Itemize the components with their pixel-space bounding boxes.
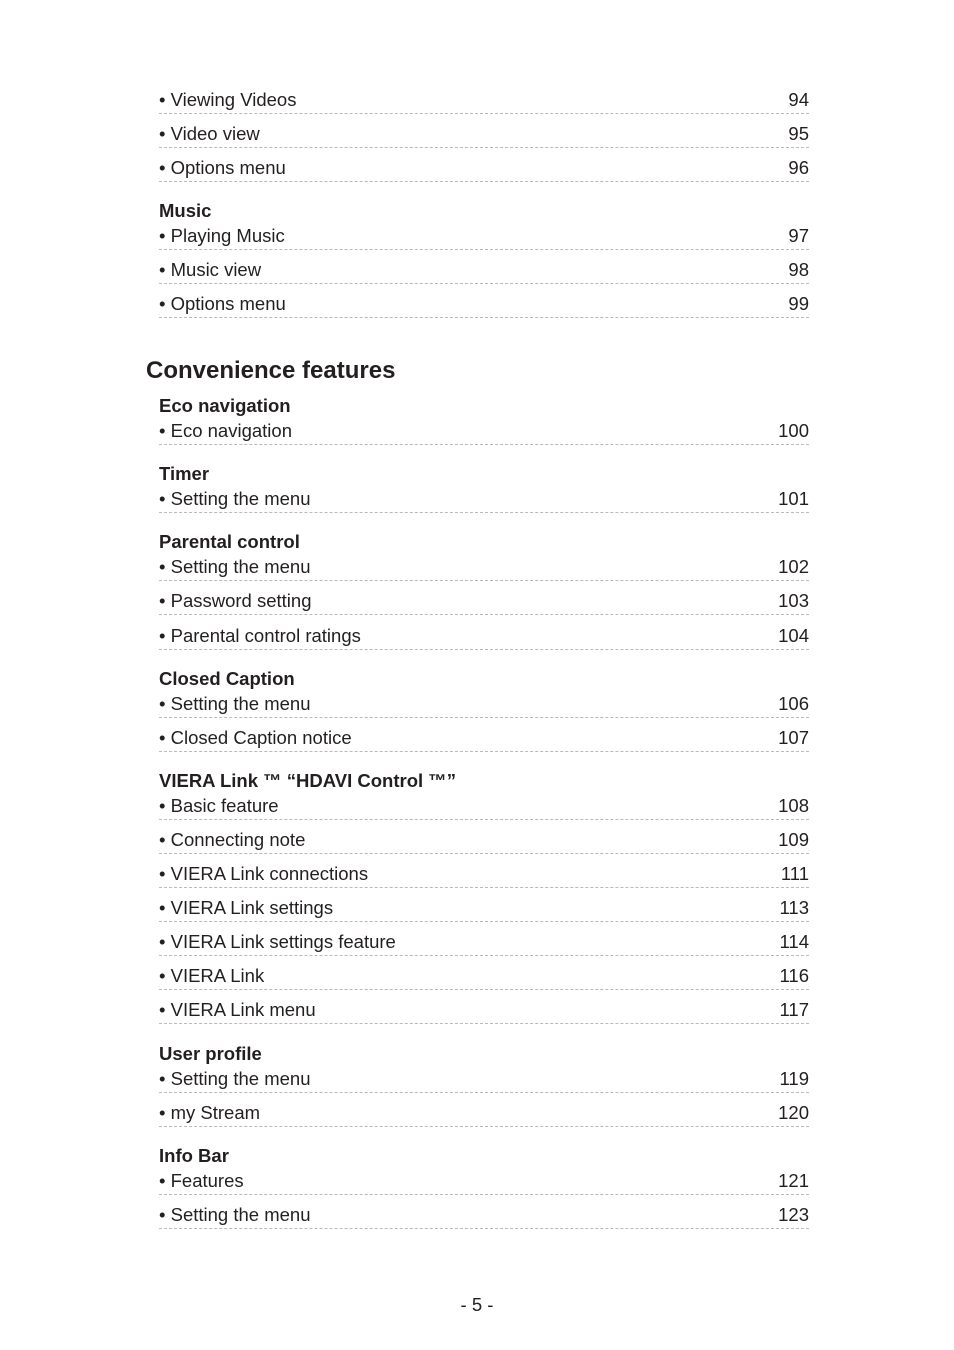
toc-entry-playing-music[interactable]: [159, 225, 809, 250]
toc-entry-label: • Setting the menu: [159, 693, 311, 714]
toc-entry-label: • my Stream: [159, 1102, 261, 1123]
toc-entry-page: 99: [788, 293, 809, 314]
toc-entry-label: • Basic feature: [159, 795, 279, 816]
toc-entry-user-setting-menu[interactable]: [159, 1068, 809, 1093]
toc-entry-page: 113: [779, 897, 809, 918]
toc-entry-page: 119: [779, 1068, 809, 1089]
toc-entry-label: • VIERA Link: [159, 965, 265, 986]
toc-entry-label: • Eco navigation: [159, 420, 292, 441]
toc-entry-label: • VIERA Link settings: [159, 897, 334, 918]
page-number: - 5 -: [460, 1294, 494, 1315]
toc-entry-music-view[interactable]: [159, 259, 809, 284]
toc-entry-page: 103: [778, 590, 809, 611]
toc-entry-viera-link-settings-feature[interactable]: [159, 931, 809, 956]
subsection-heading-parental-control: Parental control: [159, 531, 300, 552]
toc-entry-page: 107: [778, 727, 809, 748]
toc-entry-timer-setting-menu[interactable]: [159, 488, 809, 513]
toc-entry-page: 94: [788, 89, 809, 110]
toc-entry-label: • Setting the menu: [159, 1204, 311, 1225]
toc-entry-page: 121: [778, 1170, 809, 1191]
subsection-heading-user-profile: User profile: [159, 1043, 262, 1064]
toc-entry-label: • Video view: [159, 123, 260, 144]
toc-entry-features[interactable]: [159, 1170, 809, 1195]
toc-entry-label: • Setting the menu: [159, 1068, 311, 1089]
toc-entry-page: 100: [778, 420, 809, 441]
toc-entry-music-options-menu[interactable]: [159, 293, 809, 318]
toc-entry-label: • Options menu: [159, 157, 286, 178]
toc-entry-parental-setting-menu[interactable]: [159, 556, 809, 581]
toc-entry-page: 123: [778, 1204, 809, 1225]
subsection-heading-closed-caption: Closed Caption: [159, 668, 295, 689]
toc-entry-page: 95: [788, 123, 809, 144]
toc-entry-label: • VIERA Link settings feature: [159, 931, 396, 952]
toc-entry-page: 101: [778, 488, 809, 509]
toc-entry-page: 108: [778, 795, 809, 816]
subsection-heading-viera-link: VIERA Link ™ “HDAVI Control ™”: [159, 770, 457, 791]
toc-entry-label: • Setting the menu: [159, 556, 311, 577]
toc-entry-label: • VIERA Link connections: [159, 863, 369, 884]
subsection-heading-info-bar: Info Bar: [159, 1145, 229, 1166]
toc-entry-viera-link-connections[interactable]: [159, 863, 809, 888]
toc-entry-page: 116: [779, 965, 809, 986]
toc-entry-page: 117: [779, 999, 809, 1020]
toc-entry-my-stream[interactable]: [159, 1102, 809, 1127]
toc-entry-connecting-note[interactable]: [159, 829, 809, 854]
toc-entry-label: • VIERA Link menu: [159, 999, 316, 1020]
subsection-heading-timer: Timer: [159, 463, 210, 484]
subsection-heading-music: Music: [159, 200, 212, 221]
toc-entry-label: • Features: [159, 1170, 244, 1191]
toc-entry-video-options-menu[interactable]: [159, 157, 809, 182]
toc-entry-label: • Music view: [159, 259, 262, 280]
toc-entry-page: 120: [778, 1102, 809, 1123]
toc-entry-viera-link[interactable]: [159, 965, 809, 990]
toc-entry-label: • Options menu: [159, 293, 286, 314]
toc-entry-password-setting[interactable]: [159, 590, 809, 615]
toc-entry-page: 98: [788, 259, 809, 280]
toc-entry-page: 102: [778, 556, 809, 577]
toc-entry-page: 106: [778, 693, 809, 714]
toc-entry-label: • Playing Music: [159, 225, 285, 246]
toc-entry-label: • Connecting note: [159, 829, 306, 850]
toc-entry-parental-control-ratings[interactable]: [159, 625, 809, 650]
toc-entry-label: • Password setting: [159, 590, 312, 611]
toc-entry-viera-link-settings[interactable]: [159, 897, 809, 922]
toc-entry-page: 97: [788, 225, 809, 246]
toc-entry-basic-feature[interactable]: [159, 795, 809, 820]
toc-entry-viera-link-menu[interactable]: [159, 999, 809, 1024]
toc-entry-closed-caption-notice[interactable]: [159, 727, 809, 752]
toc-entry-label: • Setting the menu: [159, 488, 311, 509]
toc-entry-cc-setting-menu[interactable]: [159, 693, 809, 718]
toc-entry-page: 109: [778, 829, 809, 850]
toc-entry-label: • Parental control ratings: [159, 625, 361, 646]
toc-entry-page: 96: [788, 157, 809, 178]
toc-entry-page: 114: [779, 931, 809, 952]
toc-entry-page: 104: [778, 625, 809, 646]
section-heading-convenience-features: Convenience features: [146, 357, 396, 384]
toc-entry-label: • Closed Caption notice: [159, 727, 352, 748]
toc-entry-info-setting-menu[interactable]: [159, 1204, 809, 1229]
toc-entry-viewing-videos[interactable]: [159, 89, 809, 114]
toc-entry-page: 111: [780, 863, 809, 884]
subsection-heading-eco-navigation: Eco navigation: [159, 395, 291, 416]
toc-entry-label: • Viewing Videos: [159, 89, 297, 110]
toc-entry-eco-navigation[interactable]: [159, 420, 809, 445]
toc-entry-video-view[interactable]: [159, 123, 809, 148]
